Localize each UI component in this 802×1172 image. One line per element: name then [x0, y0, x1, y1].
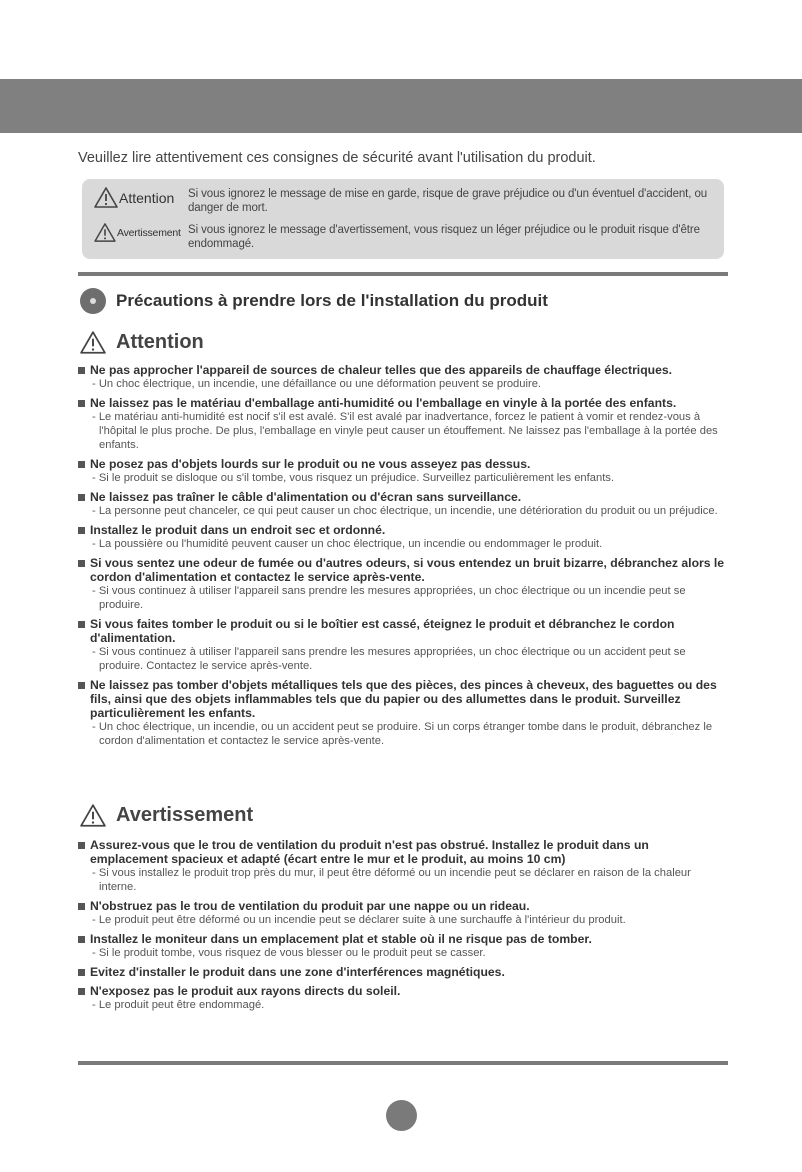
item-body: - La personne peut chanceler, ce qui peut causer un choc électrique, un incendie, une détérioration du produit ou un préjudice. [92, 505, 718, 517]
item-title: Ne laissez pas tomber d'objets métalliques tels que des pièces, des pinces à cheveux, des baguettes ou des fils, ainsi que des objets inflammables tels que du papier ou des allumettes dans le produit. Surveillez particulièrement les enfants. [78, 678, 730, 720]
legend-warning-tag [94, 223, 181, 242]
legend-warning-label: Avertissement [117, 226, 181, 239]
item-title: Evitez d'installer le produit dans une zone d'interférences magnétiques. [78, 965, 730, 979]
attention-heading-text: Attention [116, 331, 204, 353]
warning-heading-text: Avertissement [116, 804, 254, 826]
divider-bottom [78, 1061, 728, 1065]
item-title: Installez le moniteur dans un emplacement plat et stable où il ne risque pas de tomber. [78, 932, 730, 946]
section-title [80, 288, 548, 314]
item-title: Ne posez pas d'objets lourds sur le produit ou ne vous asseyez pas dessus. [78, 457, 730, 471]
list-item [78, 984, 730, 1012]
item-body: - Un choc électrique, un incendie, ou un accident peut se produire. Si un corps étranger tombe dans le produit, débranchez le cordon d'alimentation et contactez le service après-vente. [92, 721, 713, 747]
item-body: - Si le produit tombe, vous risquez de vous blesser ou le produit peut se casser. [92, 947, 486, 959]
item-body: - Si vous continuez à utiliser l'appareil sans prendre les mesures appropriées, un choc électrique ou un incendie peut se produire. [92, 585, 686, 611]
item-title: Ne pas approcher l'appareil de sources de chaleur telles que des appareils de chauffage électriques. [78, 363, 730, 377]
item-body: - Si vous installez le produit trop près du mur, il peut être déformé ou un incendie peut se déclarer en raison de la chaleur interne. [92, 867, 691, 893]
item-body: - La poussière ou l'humidité peuvent causer un choc électrique, un incendie ou endommager le produit. [92, 538, 603, 550]
item-body: - Si le produit se disloque ou s'il tombe, vous risquez un préjudice. Surveillez particulièrement les enfants. [92, 472, 614, 484]
item-body: - Un choc électrique, un incendie, une défaillance ou une déformation peuvent se produire. [92, 378, 542, 390]
item-title: Si vous sentez une odeur de fumée ou d'autres odeurs, si vous entendez un bruit bizarre, débranchez alors le cordon d'alimentation et contactez le service après-vente. [78, 556, 730, 584]
list-item [78, 678, 730, 748]
item-title: Si vous faites tomber le produit ou si le boîtier est cassé, éteignez le produit et débranchez le cordon d'alimentation. [78, 617, 730, 645]
warning-triangle-icon [94, 187, 118, 208]
warning-triangle-icon [80, 331, 106, 354]
intro-text: Veuillez lire attentivement ces consignes de sécurité avant l'utilisation du produit. [78, 150, 596, 166]
attention-list [78, 363, 730, 753]
legend-attention-tag [94, 187, 174, 208]
warning-list [78, 838, 730, 1017]
list-item [78, 899, 730, 927]
list-item [78, 617, 730, 673]
section-title-text: Précautions à prendre lors de l'installation du produit [116, 291, 548, 310]
list-item [78, 523, 730, 551]
list-item [78, 396, 730, 452]
item-title: Installez le produit dans un endroit sec et ordonné. [78, 523, 730, 537]
list-item [78, 932, 730, 960]
item-title: Ne laissez pas le matériau d'emballage anti-humidité ou l'emballage en vinyle à la portée des enfants. [78, 396, 730, 410]
item-body: - Le produit peut être endommagé. [92, 999, 265, 1011]
item-title: Assurez-vous que le trou de ventilation du produit n'est pas obstrué. Installez le produit dans un emplacement spacieux et adapté (écart entre le mur et le produit, au moins 10 cm) [78, 838, 730, 866]
warning-heading [80, 804, 253, 827]
warning-triangle-icon [80, 804, 106, 827]
list-item [78, 457, 730, 485]
item-title: Ne laissez pas traîner le câble d'alimentation ou d'écran sans surveillance. [78, 490, 730, 504]
item-body: - Si vous continuez à utiliser l'appareil sans prendre les mesures appropriées, un choc électrique ou un accident peut se produire. Contactez le service après-vente. [92, 646, 686, 672]
list-item [78, 490, 730, 518]
legend-attention-text: Si vous ignorez le message de mise en garde, risque de grave préjudice ou d'un éventuel d'accident, ou danger de mort. [188, 188, 708, 214]
list-item [78, 363, 730, 391]
legend-box [82, 179, 724, 259]
page-marker [386, 1100, 417, 1131]
list-item [78, 556, 730, 612]
legend-attention-label: Attention [119, 189, 175, 206]
header-bar [0, 79, 802, 133]
item-body: - Le matériau anti-humidité est nocif s'il est avalé. S'il est avalé par inadvertance, forcez le patient à vomir et rendez-vous à l'hôpital le plus proche. De plus, l'emballage en vinyle peut causer un étouffement. Ne laissez pas l'emballage à la portée des enfants. [92, 411, 718, 451]
list-item [78, 838, 730, 894]
warning-triangle-icon [94, 223, 116, 242]
item-body: - Le produit peut être déformé ou un incendie peut se déclarer suite à une surchauffe à l'intérieur du produit. [92, 914, 626, 926]
item-title: N'obstruez pas le trou de ventilation du produit par une nappe ou un rideau. [78, 899, 730, 913]
disc-icon [80, 288, 106, 314]
divider-top [78, 272, 728, 276]
legend-warning-text: Si vous ignorez le message d'avertissement, vous risquez un léger préjudice ou le produit risque d'être endommagé. [188, 224, 700, 250]
attention-heading [80, 331, 204, 354]
list-item [78, 965, 730, 979]
item-title: N'exposez pas le produit aux rayons directs du soleil. [78, 984, 730, 998]
